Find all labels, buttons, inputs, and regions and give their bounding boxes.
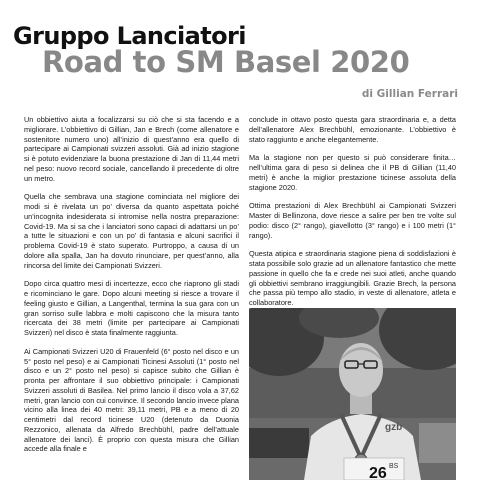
article-column-right: [249, 115, 456, 317]
athlete-photo-illustration: [249, 308, 456, 480]
paragraph: Ottima prestazioni di Alex Brechbühl ai Campionati Svizzeri Master di Bellinzona, dove riesce a salire per ben tre volte sul podio: disco (2° rango), giavellotto (3° rango) e i 100 metri (1° rango).: [249, 201, 456, 240]
paragraph: Ma la stagione non per questo si può considerare finita… nell’ultima gara di peso si delinea che il PB di Gillian (11,40 metri) è anche la miglior prestazione ticinese assoluta della stagione 2020.: [249, 153, 456, 192]
paragraph: Un obbiettivo aiuta a focalizzarsi su ciò che si sta facendo e a migliorare. L’obbiettivo di Gillian, Jan e Brech (come allenatore e sostenitore numero uno) all’inizio di quest’anno era quello di partecipare ai Campionati svizzeri assoluti. Già ad inizio stagione si è potuto evidenziare la buona prestazione di Jan di 11,44 metri nel peso: nuovo record sociale, cancellando il precedente di oltre un metro.: [24, 115, 239, 183]
bib-number: 26: [369, 465, 387, 480]
paragraph: Dopo circa quattro mesi di incertezze, ecco che riaprono gli stadi e ricominciano le gare. Dopo alcuni meeting si riesce a trovare il feeling giusto e Gillian, a Langenthal, termina la sua gara con un gran sorriso sulle labbra e molti capiscono che la misura tanto ricercata dei 38 metri (limite per partecipare ai Campionati Svizzeri) nel disco è stata finalmente raggiunta.: [24, 279, 239, 337]
athlete-head: [339, 343, 383, 397]
bib-text: BS: [389, 463, 399, 470]
article-title: Road to SM Basel 2020: [42, 45, 410, 79]
athlete-photo: [249, 308, 456, 480]
article-column-left: [24, 115, 239, 463]
paragraph: Questa atipica e straordinaria stagione piena di soddisfazioni è stata possibile solo grazie ad un allenatore fantastico che mette passione in quello che fa e crede nei suoi atleti, anche quando gli obbiettivi sembrano irraggiungibili. Grazie Brech, la persona che passa più tempo allo stadio, in veste di allenatore, atleta e collaboratore.: [249, 249, 456, 307]
byline: di Gillian Ferrari: [361, 88, 458, 100]
paragraph: Quella che sembrava una stagione cominciata nel migliore dei modi si è rivelata un po’ diversa da quanto aspettata poiché un’incognita indesiderata si intromise nella nostra preparazione: Covid-19. Ma si sa che i lanciatori sono capaci di adattarsi un po’ a tutte le situazioni e con un po’ di fantasia e alcuni sacrifici il problema Covid-19 è stato superato. Purtroppo, a causa di un dolore alla spalla, Jan ha dovuto rinunciare, per quest’anno, alla rincorsa del limite dei Campionati Svizzeri.: [24, 192, 239, 270]
paragraph: conclude in ottavo posto questa gara straordinaria e, a detta dell’allenatore Alex Brechbühl, emozionante. L’obbiettivo è stato raggiunto e anche elegantemente.: [249, 115, 456, 144]
paragraph: Ai Campionati Svizzeri U20 di Frauenfeld (6° posto nel disco e un 5° posto nel peso) e ai Campionati Ticinesi Assoluti (1° posto nel disco e un 2° posto nel peso) si capisce subito che Gillian è pronta per affrontare il suo obbiettivo principale: i Campionati Svizzeri assoluti di Basilea. Nel primo lancio il disco vola a 37,62 metri, gran lancio con cui convince. Il secondo lancio invece plana vicino alla linea dei 40 metri: 39,11 metri, PB e a meno di 20 centimetri dal record ticinese U20 (detenuto da Duonia Rezzonico, allenata da Alfredo Brechbühl, padre dell’attuale allenatore dei lanci). È proprio con questa misura che Gillian accede alla finale e: [24, 346, 239, 454]
shirt-logo: gzb: [385, 422, 403, 433]
kicker: Gruppo Lanciatori: [13, 22, 246, 50]
